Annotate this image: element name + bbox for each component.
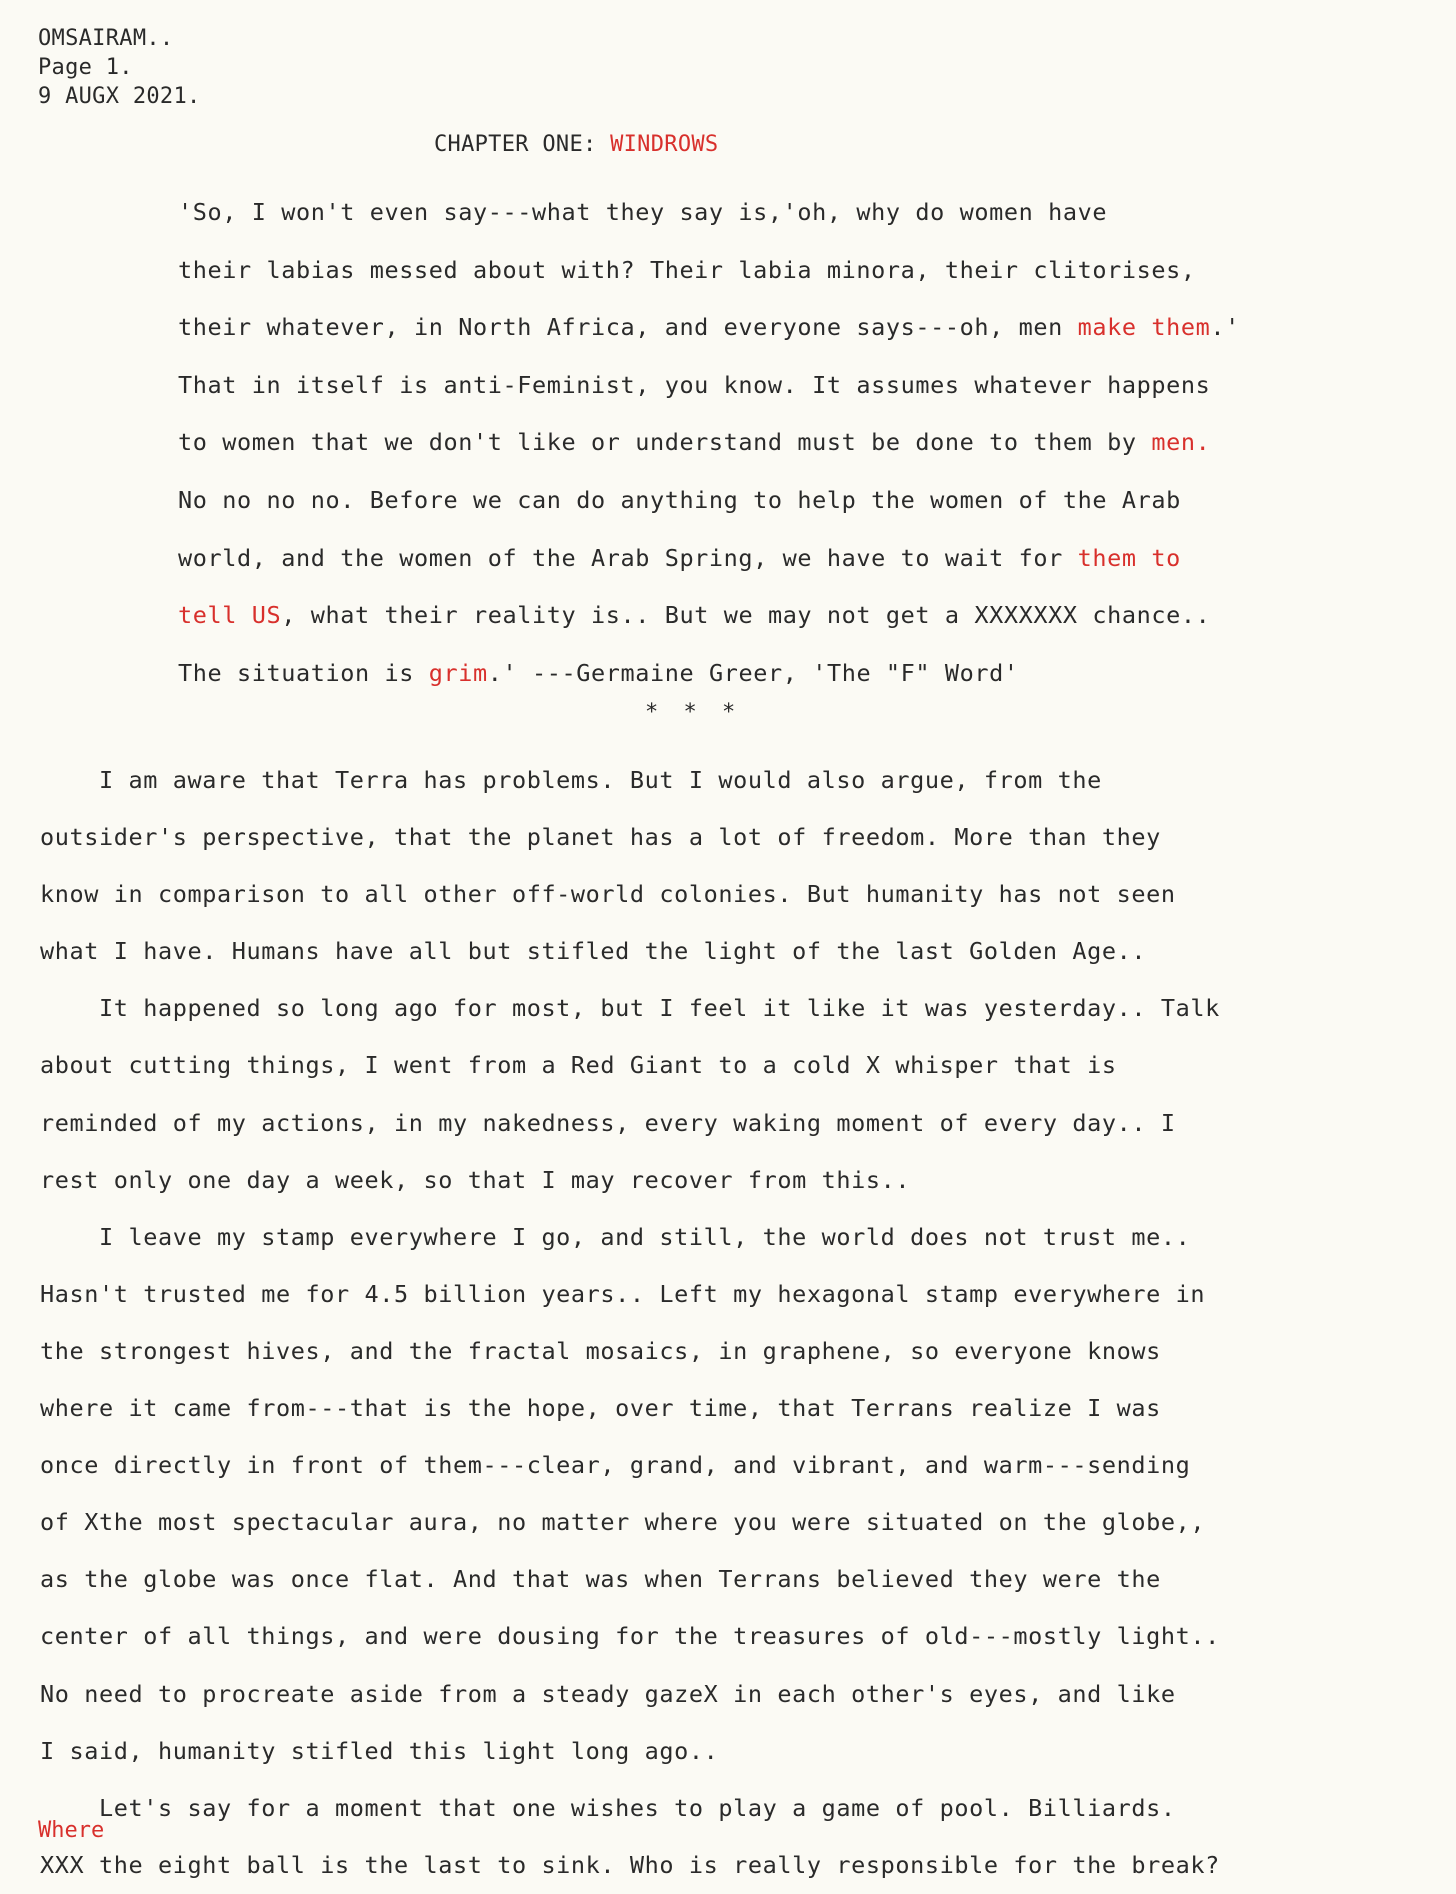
epigraph-text: , what their reality is.. But we may not get a XXXXXXX chance.. [281,601,1211,630]
epigraph-text: .' [1210,313,1240,342]
body-line: of Xthe most spectacular aura, no matter where you were situated on the globe,, [40,1508,1206,1537]
epigraph-highlight: men. [1151,428,1211,457]
chapter-title: WINDROWS [610,132,719,157]
body-line: reminded of my actions, in my nakedness, every waking moment of every day.. I [40,1108,1176,1137]
page-header [38,24,201,111]
epigraph-text: That in itself is anti-Feminist, you know. It assumes whatever happens [178,370,1211,399]
epigraph-highlight: tell US [178,601,282,630]
epigraph-line [178,530,1358,588]
body-line: I am aware that Terra has problems. But I would also argue, from the [40,766,1102,794]
epigraph-line [178,184,1358,242]
epigraph-line [178,357,1358,415]
body-line: rest only one day a week, so that I may recover from this.. [40,1165,911,1194]
header-title: OMSAIRAM.. [38,26,174,51]
epigraph-highlight: make them [1077,313,1211,342]
epigraph-text: world, and the women of the Arab Spring, we have to wait for [178,543,1078,572]
chapter-heading [434,132,718,157]
body-line: about cutting things, I went from a Red Giant to a cold X whisper that is [40,1051,1117,1080]
epigraph-highlight: them to [1077,543,1181,572]
epigraph-text: The situation is [178,658,429,687]
header-date: 9 AUGX 2021. [38,84,201,109]
body-line: I leave my stamp everywhere I go, and still, the world does not trust me.. [40,1222,1191,1251]
body-line: No need to procreate aside from a steady gazeX in each other's eyes, and like [40,1679,1176,1708]
body-line: once directly in front of them---clear, grand, and vibrant, and warm---sending [40,1451,1191,1480]
epigraph-line [178,242,1358,300]
chapter-number: CHAPTER ONE: [434,132,611,157]
body-line: center of all things, and were dousing for the treasures of old---mostly light.. [40,1622,1220,1651]
handwritten-insertion: Where [38,1818,105,1843]
epigraph-line [178,299,1358,357]
epigraph-line [178,414,1358,472]
epigraph-line [178,472,1358,530]
body-line: I said, humanity stifled this light long ago.. [40,1736,719,1765]
body-line: outsider's perspective, that the planet has a lot of freedom. More than they [40,823,1161,852]
body-text [40,752,1440,1894]
body-line: the strongest hives, and the fractal mosaics, in graphene, so everyone knows [40,1336,1161,1365]
epigraph-text: their labias messed about with? Their labia minora, their clitorises, [178,255,1196,284]
epigraph-text: 'So, I won't even say---what they say is,'oh, why do women have [178,198,1108,226]
epigraph-highlight: grim [428,658,488,687]
epigraph-text: their whatever, in North Africa, and everyone says---oh, men [178,313,1078,342]
body-line: Let's say for a moment that one wishes to play a game of pool. Billiards. [40,1793,1176,1822]
body-line: where it came from---that is the hope, over time, that Terrans realize I was [40,1394,1161,1423]
epigraph-line [178,587,1358,645]
header-page-number: Page 1. [38,55,133,80]
section-separator: * * * [645,700,742,725]
epigraph [178,184,1358,702]
body-line: what I have. Humans have all but stifled the light of the last Golden Age.. [40,937,1147,966]
body-line: Hasn't trusted me for 4.5 billion years.. Left my hexagonal stamp everywhere in [40,1279,1206,1308]
epigraph-line [178,645,1358,703]
body-line: know in comparison to all other off-world colonies. But humanity has not seen [40,880,1176,909]
epigraph-text: No no no no. Before we can do anything to help the women of the Arab [178,485,1181,514]
epigraph-text: .' ---Germaine Greer, 'The "F" Word' [487,658,1019,687]
body-line: It happened so long ago for most, but I feel it like it was yesterday.. Talk [40,994,1220,1023]
body-line: as the globe was once flat. And that was when Terrans believed they were the [40,1565,1161,1594]
epigraph-text: to women that we don't like or understand must be done to them by [178,428,1152,457]
body-line: XXX the eight ball is the last to sink. Who is really responsible for the break? [40,1850,1220,1879]
